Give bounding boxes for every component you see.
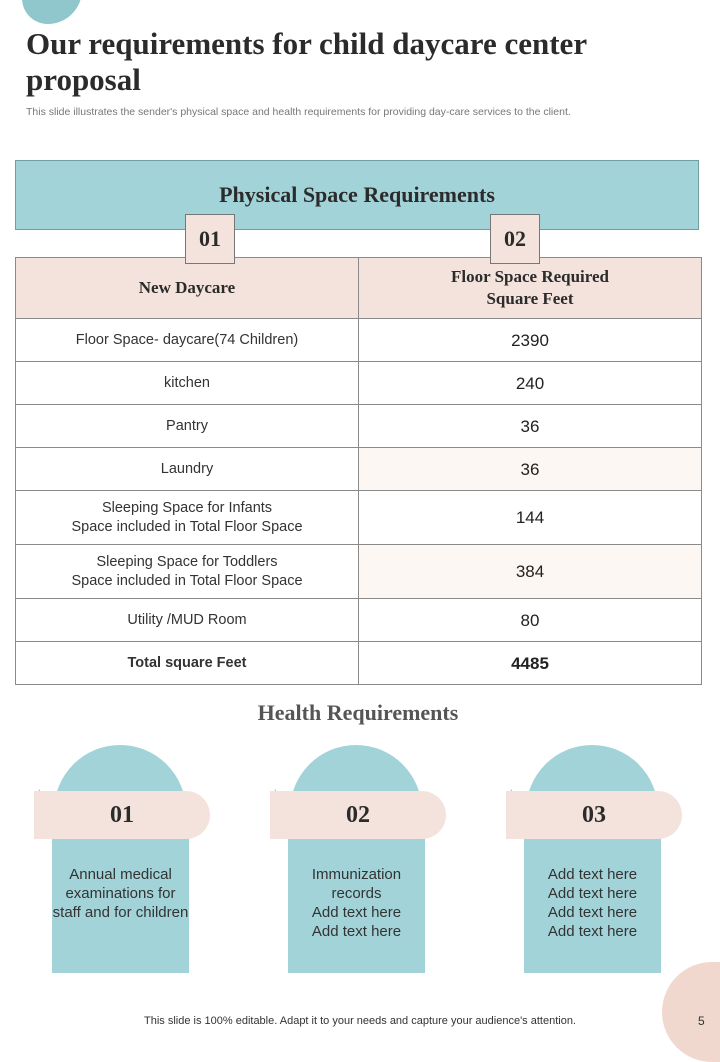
decorative-blob-top	[22, 0, 82, 24]
card-number: 01	[34, 791, 210, 839]
table-row	[16, 319, 702, 362]
row-value: 36	[359, 405, 702, 448]
table-header-row	[16, 258, 702, 319]
physical-space-heading: Physical Space Requirements	[15, 160, 699, 230]
row-label: Sleeping Space for Toddlers Space included in Total Floor Space	[16, 545, 359, 599]
card-number: 03	[506, 791, 682, 839]
row-label: Laundry	[16, 448, 359, 491]
row-value: 2390	[359, 319, 702, 362]
table-row	[16, 448, 702, 491]
row-value: 36	[359, 448, 702, 491]
card-text: Immunization records Add text here Add text here	[311, 866, 402, 940]
row-label: Floor Space- daycare(74 Children)	[16, 319, 359, 362]
page-number: 5	[698, 1014, 705, 1028]
column-number-tab-02: 02	[490, 214, 540, 264]
table-total-row	[16, 642, 702, 685]
physical-space-table	[15, 257, 702, 685]
page-subtitle: This slide illustrates the sender's physical space and health requirements for providing day-care services to the client.	[26, 106, 571, 118]
total-label: Total square Feet	[16, 642, 359, 685]
row-label: Pantry	[16, 405, 359, 448]
table-row	[16, 362, 702, 405]
row-label: Utility /MUD Room	[16, 599, 359, 642]
card-text: Annual medical examinations for staff and for children	[52, 866, 189, 921]
row-value: 240	[359, 362, 702, 405]
row-value: 80	[359, 599, 702, 642]
health-card-02	[270, 745, 450, 975]
table-row	[16, 405, 702, 448]
row-value: 384	[359, 545, 702, 599]
page-title: Our requirements for child daycare center proposal	[26, 26, 587, 97]
health-card-01	[34, 745, 214, 975]
table-row	[16, 545, 702, 599]
row-label: Sleeping Space for Infants Space included in Total Floor Space	[16, 491, 359, 545]
column-header-new-daycare: New Daycare	[16, 258, 359, 319]
row-label: kitchen	[16, 362, 359, 405]
health-card-03	[506, 745, 686, 975]
health-requirements-heading: Health Requirements	[257, 700, 459, 725]
footer-note: This slide is 100% editable. Adapt it to your needs and capture your audience's attention.	[144, 1015, 576, 1027]
row-value: 144	[359, 491, 702, 545]
card-text: Add text here Add text here Add text here Add text here	[547, 866, 638, 940]
column-header-floor-space: Floor Space Required Square Feet	[359, 258, 702, 319]
total-value: 4485	[359, 642, 702, 685]
column-number-tab-01: 01	[185, 214, 235, 264]
decorative-blob-bottom	[662, 962, 720, 1062]
card-number: 02	[270, 791, 446, 839]
table-row	[16, 491, 702, 545]
table-row	[16, 599, 702, 642]
